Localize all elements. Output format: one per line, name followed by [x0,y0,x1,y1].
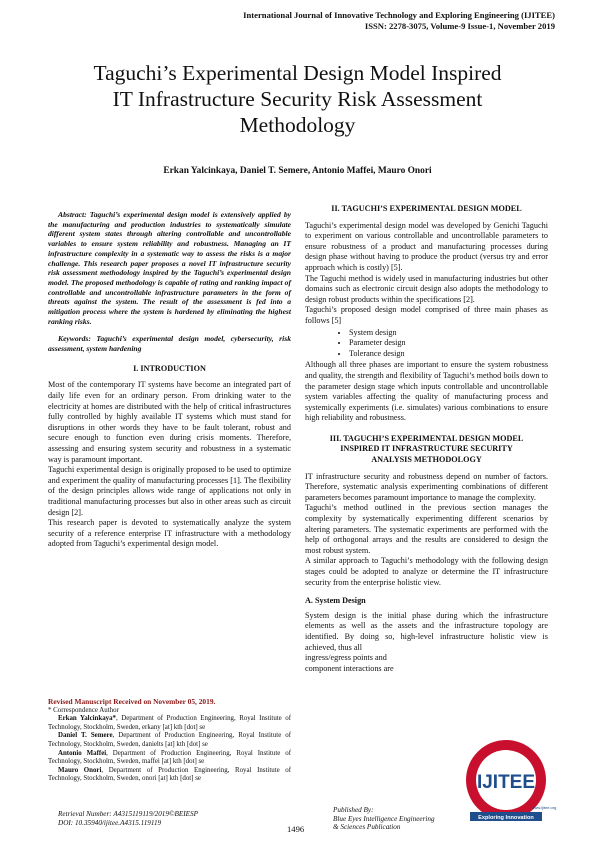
paragraph: A similar approach to Taguchi’s methodology with the following design stages could be adopted to analyze or determine the IT infrastructure security from the enterprise holistic view. [305,556,548,587]
doi: DOI: 10.35940/ijitee.A4315.119119 [58,819,162,827]
abstract: Abstract: Taguchi’s experimental design model is extensively applied by the manufacturing and production industries to systematically simulate different system states through altering controllable and uncontrollable variables to ensure system reliability and robustness. Managing an IT infrastructure complexity in a systematic way to assess the risks is a major challenge. This research paper proposes a novel IT infrastructure security risk assessment methodology inspired by the Taguchi’s experimental design model. The proposed methodology is capable of rating and ranking impact of controllable and uncontrollable infrastructure parameters in the form of threats against the system. The result of the assessment is fed into a mitigation process where the system is hardened by eliminating the highest ranking risks. [48,210,291,326]
section-heading-taguchi-model: II. TAGUCHI’S EXPERIMENTAL DESIGN MODEL [331,204,522,213]
paper-title [0,60,595,138]
paragraph: System design is the initial phase during which the infrastructure elements as well as the assets and the infrastructure topology are identified. By doing so, high-level infrastructure holistic view is achieved, thus all [305,610,548,652]
paragraph: Taguchi’s proposed design model comprised of three main phases as follows [5] [305,305,548,325]
paragraph: Taguchi’s experimental design model was developed by Genichi Taguchi to experiment on various controllable and uncontrollable parameters to ensure robustness of a product and manufacturing processes during design phase without having to produce the product (versus try and error approach which is costly) [5]. [305,220,548,272]
paragraph: Taguchi’s method outlined in the previous section manages the complexity by systematically experimenting different scenarios by altering parameters. The systematic experiments are performed with the help of orthogonal arrays and the results are considered to design the most robust system. [305,503,548,555]
paragraph: IT infrastructure security and robustness depend on number of factors. Therefore, systematic analysis experimenting combinations of different parameters becomes paramount importance to manage the complexity. [305,471,548,502]
subsection-heading-system-design: A. System Design [305,596,366,606]
published-by-label: Published By: [333,806,374,814]
paragraph: Although all three phases are important to ensure the system robustness and quality, the strength and flexibility of Taguchi’s method boils down to the parameter design stage which inputs controllable and uncontrollable system variables affecting the quality of manufacturing process and systemically experiments (i.e. simulates) various combinations to ensure high reliability and robustness. [305,360,548,423]
paragraph: Most of the contemporary IT systems have become an integrated part of daily life even for an ordinary person. From drinking water to the electricity at homes are distributed with the help of critical infrastructures fully controlled by highly available IT systems which must stand for disruptions in other words they have to be fault tolerant, robust and secure enough to function even during crisis moments. Therefore, assessing and ensuring system security and robustness in a systematic way is paramount important. [48,380,291,464]
footer-publisher [333,806,435,832]
paragraph: The Taguchi method is widely used in manufacturing industries but other domains such as electronic circuit design also adopts the methodology to design robust products within the specifications [2]. [305,273,548,304]
logo-tagline: Exploring Innovation [478,815,534,821]
list-item: • Tolerance design [349,349,548,360]
list-item: • System design [349,328,548,339]
list-item: • Parameter design [349,338,548,349]
paragraph: Taguchi experimental design is originally proposed to be used to optimize and experiment the quality of manufacturing processes [1]. The flexibility of the design principles allows wide range of applications not only in traditional manufacturing processes but also in other areas such as circuit design [2]. [48,465,291,517]
logo-ring-text: Technology and Exploring [459,731,514,787]
paragraph: This research paper is devoted to systematically analyze the system security of a reference enterprise IT infrastructure with a methodology adopted from Taguchi’s experimental design model. [48,518,291,549]
author-affiliation: Mauro Onori, Department of Production Engineering, Royal Institute of Technology, Stockholm, Sweden, onori [at] kth [dot] se [48,766,291,783]
footnotes [48,698,291,784]
logo-text: IJITEE [476,772,536,793]
author-affiliation: Antonio Maffei, Department of Production Engineering, Royal Institute of Technology, Stockholm, Sweden, maffei [at] kth [dot] se [48,749,291,766]
page-number: 1496 [287,824,305,834]
title-line: Taguchi’s Experimental Design Model Inspired [93,61,502,85]
footer-retrieval [58,810,198,828]
publisher-line: & Sciences Publication [333,823,401,832]
ijitee-logo [444,728,564,828]
left-column [48,210,291,550]
right-column [305,204,548,674]
journal-issn: ISSN: 2278-3075, Volume-9 Issue-1, November 2019 [364,21,555,31]
section-heading-methodology: III. TAGUCHI’S EXPERIMENTAL DESIGN MODEL INSPIRED IT INFRASTRUCTURE SECURITY ANALYSIS METHODOLOGY [329,433,524,465]
section-heading-introduction: I. INTRODUCTION [133,363,206,373]
title-line: Methodology [239,113,356,137]
correspondence-note: * Correspondence Author [48,706,119,714]
revised-note: Revised Manuscript Received on November 05, 2019. [48,697,216,706]
retrieval-number: Retrieval Number: A4315119119/2019©BEIESP [58,810,198,818]
paragraph-fragment: ingress/egress points and [305,653,387,663]
keywords: Keywords: Taguchi’s experimental design model, cybersecurity, risk assessment, system hardening [48,334,291,354]
author-affiliation: Daniel T. Semere, Department of Production Engineering, Royal Institute of Technology, Stockholm, Sweden, danielts [at] kth [dot] se [48,732,292,748]
author-list: Erkan Yalcinkaya, Daniel T. Semere, Antonio Maffei, Mauro Onori [163,166,432,176]
author-affiliation: Erkan Yalcinkaya*, Department of Production Engineering, Royal Institute of Technology, Stockholm, Sweden, erkany [at] kth [dot] se [48,715,291,731]
journal-name: International Journal of Innovative Technology and Exploring Engineering (IJITEE) [243,10,555,20]
logo-website: www.ijitee.org [531,805,557,810]
paragraph-fragment: component interactions are [305,663,394,673]
title-line: IT Infrastructure Security Risk Assessment [112,87,483,111]
phase-list [305,328,548,360]
publisher-line: Blue Eyes Intelligence Engineering [333,814,435,823]
journal-header [243,10,555,32]
